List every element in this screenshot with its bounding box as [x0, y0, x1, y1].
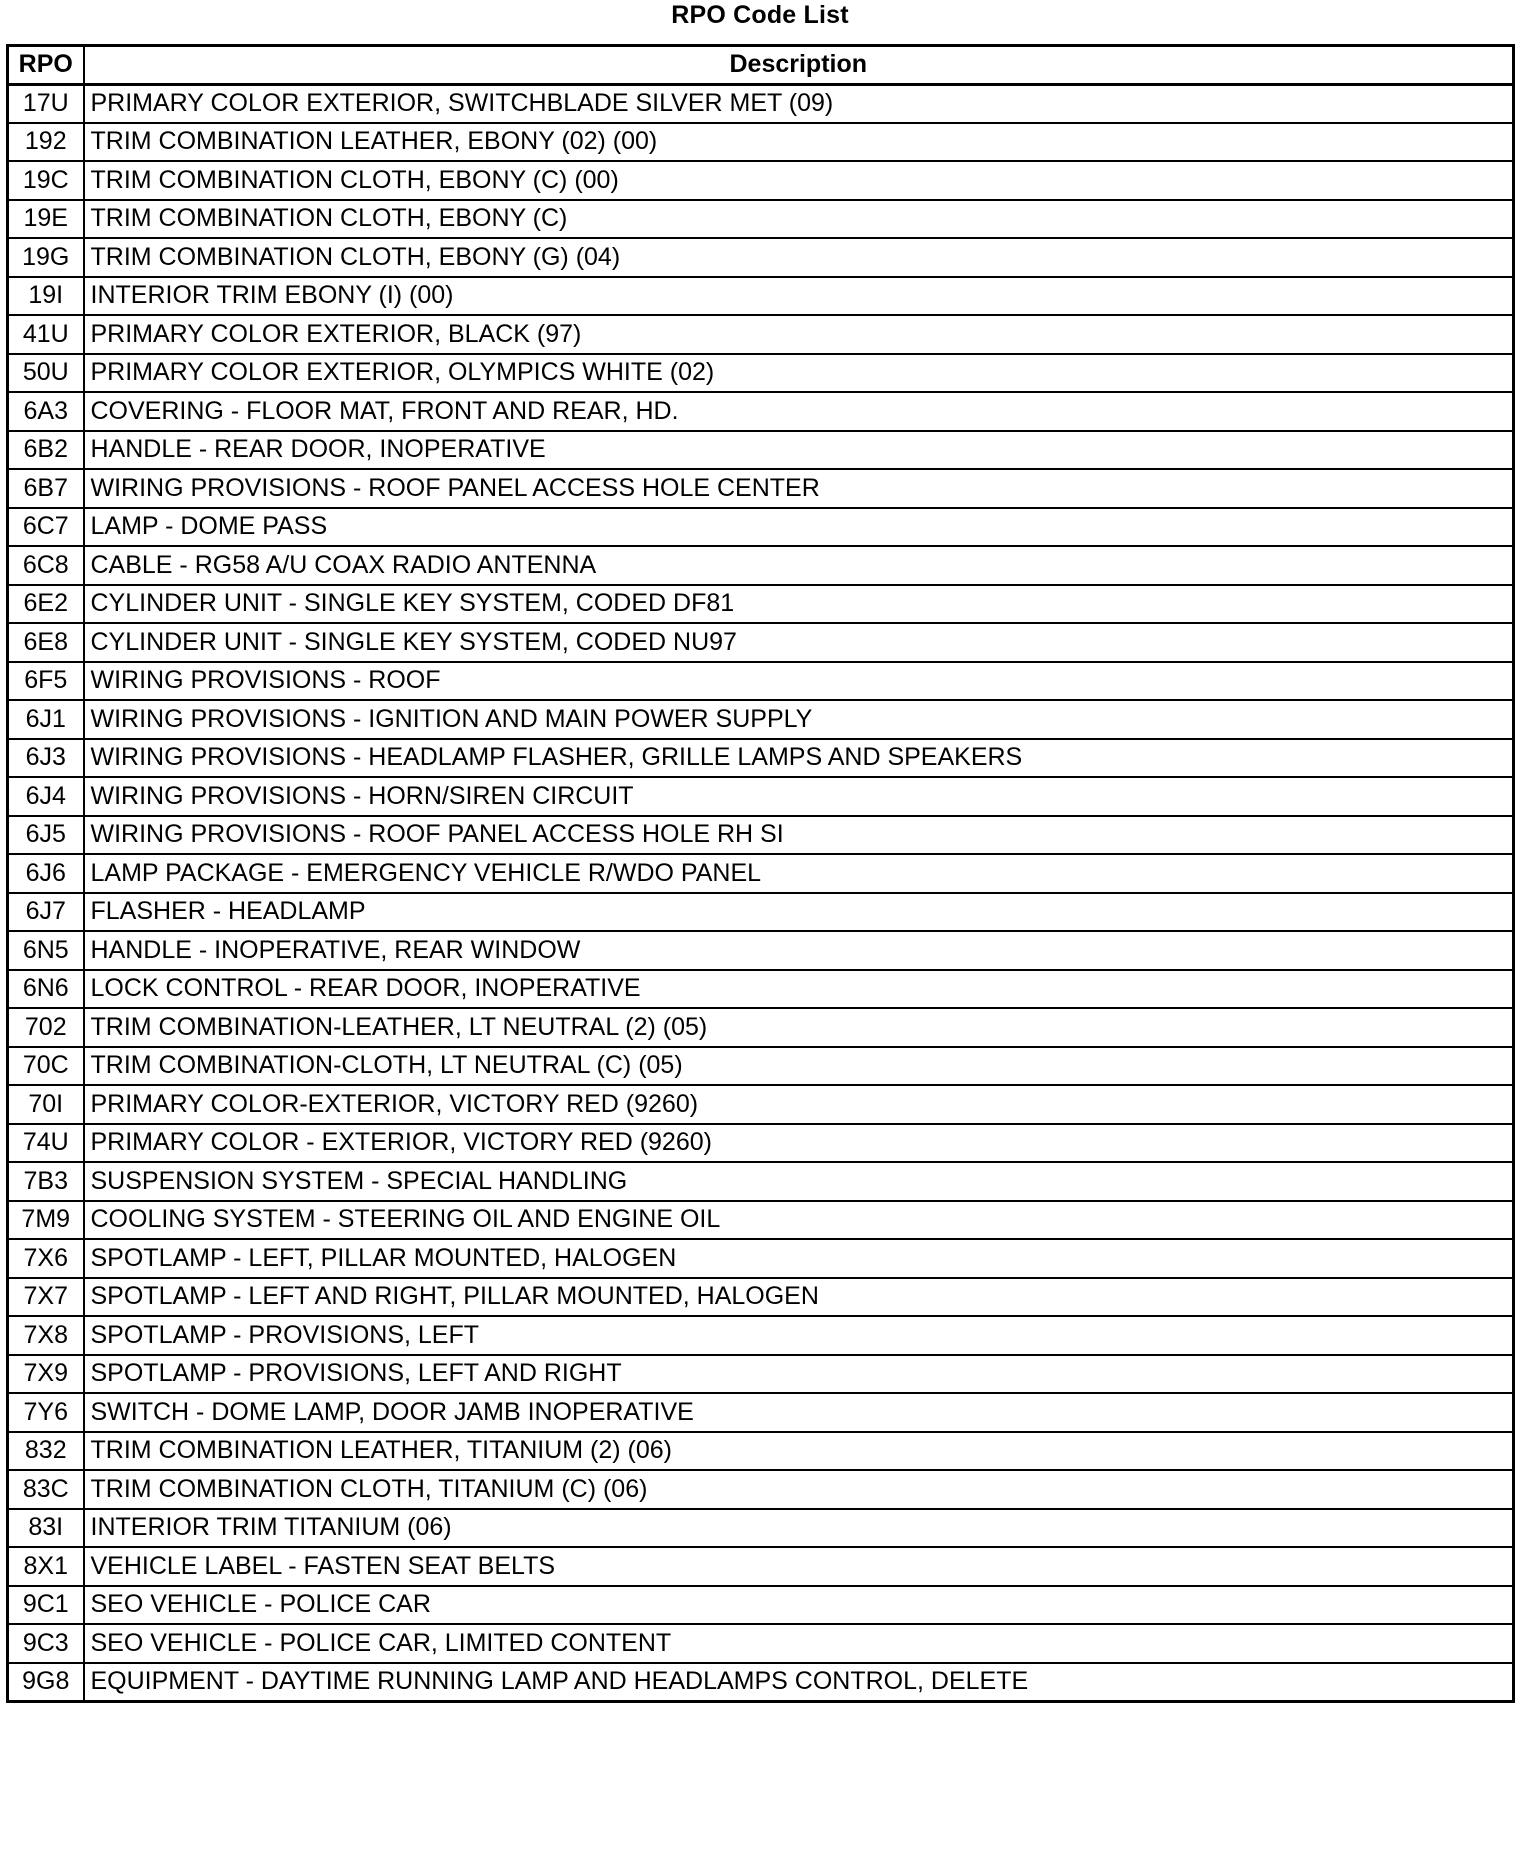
table-row: [8, 508, 1514, 547]
table-row: [8, 1239, 1514, 1278]
rpo-code-cell: 9C1: [8, 1586, 84, 1625]
rpo-code-cell: 6N6: [8, 970, 84, 1009]
description-cell: PRIMARY COLOR-EXTERIOR, VICTORY RED (9260): [84, 1085, 1514, 1124]
rpo-code-cell: 6J5: [8, 816, 84, 855]
rpo-code-cell: 74U: [8, 1124, 84, 1163]
description-cell: SEO VEHICLE - POLICE CAR: [84, 1586, 1514, 1625]
rpo-code-cell: 7M9: [8, 1201, 84, 1240]
table-row: [8, 1624, 1514, 1663]
table-row: [8, 1509, 1514, 1548]
rpo-code-cell: 702: [8, 1008, 84, 1047]
table-row: [8, 469, 1514, 508]
table-row: [8, 1470, 1514, 1509]
table-row: [8, 392, 1514, 431]
rpo-code-cell: 6E8: [8, 623, 84, 662]
description-cell: WIRING PROVISIONS - ROOF PANEL ACCESS HOLE RH SI: [84, 816, 1514, 855]
rpo-code-cell: 192: [8, 123, 84, 162]
rpo-code-cell: 6B7: [8, 469, 84, 508]
description-cell: WIRING PROVISIONS - ROOF: [84, 662, 1514, 701]
description-cell: TRIM COMBINATION CLOTH, TITANIUM (C) (06): [84, 1470, 1514, 1509]
rpo-code-cell: 6E2: [8, 585, 84, 624]
table-row: [8, 970, 1514, 1009]
rpo-code-cell: 7X6: [8, 1239, 84, 1278]
description-cell: SPOTLAMP - PROVISIONS, LEFT: [84, 1316, 1514, 1355]
table-row: [8, 585, 1514, 624]
table-row: [8, 546, 1514, 585]
description-cell: SPOTLAMP - LEFT, PILLAR MOUNTED, HALOGEN: [84, 1239, 1514, 1278]
table-row: [8, 1085, 1514, 1124]
rpo-code-cell: 70I: [8, 1085, 84, 1124]
table-row: [8, 1162, 1514, 1201]
description-cell: WIRING PROVISIONS - ROOF PANEL ACCESS HOLE CENTER: [84, 469, 1514, 508]
rpo-code-cell: 6J4: [8, 777, 84, 816]
rpo-code-cell: 9G8: [8, 1663, 84, 1702]
table-row: [8, 1124, 1514, 1163]
description-cell: PRIMARY COLOR EXTERIOR, OLYMPICS WHITE (02): [84, 354, 1514, 393]
rpo-code-cell: 6J1: [8, 700, 84, 739]
rpo-code-cell: 41U: [8, 315, 84, 354]
table-row: [8, 431, 1514, 470]
table-row: [8, 1393, 1514, 1432]
table-row: [8, 854, 1514, 893]
column-header-rpo: RPO: [8, 46, 84, 85]
table-row: [8, 84, 1514, 123]
rpo-code-cell: 83I: [8, 1509, 84, 1548]
rpo-code-cell: 6B2: [8, 431, 84, 470]
table-row: [8, 238, 1514, 277]
rpo-code-table: [6, 44, 1515, 1703]
rpo-code-cell: 6F5: [8, 662, 84, 701]
description-cell: HANDLE - INOPERATIVE, REAR WINDOW: [84, 931, 1514, 970]
table-row: [8, 1547, 1514, 1586]
description-cell: WIRING PROVISIONS - HEADLAMP FLASHER, GRILLE LAMPS AND SPEAKERS: [84, 739, 1514, 778]
rpo-code-cell: 7X8: [8, 1316, 84, 1355]
rpo-code-cell: 832: [8, 1432, 84, 1471]
description-cell: CABLE - RG58 A/U COAX RADIO ANTENNA: [84, 546, 1514, 585]
table-row: [8, 931, 1514, 970]
description-cell: TRIM COMBINATION-LEATHER, LT NEUTRAL (2) (05): [84, 1008, 1514, 1047]
rpo-code-cell: 7Y6: [8, 1393, 84, 1432]
table-row: [8, 1355, 1514, 1394]
table-row: [8, 739, 1514, 778]
rpo-code-cell: 7X9: [8, 1355, 84, 1394]
table-row: [8, 816, 1514, 855]
description-cell: PRIMARY COLOR - EXTERIOR, VICTORY RED (9260): [84, 1124, 1514, 1163]
rpo-code-cell: 50U: [8, 354, 84, 393]
description-cell: CYLINDER UNIT - SINGLE KEY SYSTEM, CODED DF81: [84, 585, 1514, 624]
table-row: [8, 1047, 1514, 1086]
description-cell: TRIM COMBINATION LEATHER, TITANIUM (2) (06): [84, 1432, 1514, 1471]
rpo-code-cell: 6J3: [8, 739, 84, 778]
table-row: [8, 1586, 1514, 1625]
description-cell: FLASHER - HEADLAMP: [84, 893, 1514, 932]
description-cell: INTERIOR TRIM EBONY (I) (00): [84, 277, 1514, 316]
table-row: [8, 1278, 1514, 1317]
rpo-code-cell: 7X7: [8, 1278, 84, 1317]
description-cell: HANDLE - REAR DOOR, INOPERATIVE: [84, 431, 1514, 470]
description-cell: TRIM COMBINATION-CLOTH, LT NEUTRAL (C) (05): [84, 1047, 1514, 1086]
table-row: [8, 277, 1514, 316]
column-header-description: Description: [84, 46, 1514, 85]
description-cell: SPOTLAMP - PROVISIONS, LEFT AND RIGHT: [84, 1355, 1514, 1394]
description-cell: PRIMARY COLOR EXTERIOR, SWITCHBLADE SILVER MET (09): [84, 84, 1514, 123]
description-cell: SUSPENSION SYSTEM - SPECIAL HANDLING: [84, 1162, 1514, 1201]
description-cell: CYLINDER UNIT - SINGLE KEY SYSTEM, CODED NU97: [84, 623, 1514, 662]
description-cell: TRIM COMBINATION CLOTH, EBONY (C): [84, 200, 1514, 239]
table-row: [8, 123, 1514, 162]
description-cell: SEO VEHICLE - POLICE CAR, LIMITED CONTENT: [84, 1624, 1514, 1663]
rpo-code-cell: 6C7: [8, 508, 84, 547]
rpo-code-cell: 70C: [8, 1047, 84, 1086]
rpo-code-cell: 6J6: [8, 854, 84, 893]
rpo-code-cell: 6C8: [8, 546, 84, 585]
rpo-code-cell: 83C: [8, 1470, 84, 1509]
table-row: [8, 354, 1514, 393]
table-row: [8, 700, 1514, 739]
rpo-code-cell: 6J7: [8, 893, 84, 932]
table-row: [8, 623, 1514, 662]
description-cell: PRIMARY COLOR EXTERIOR, BLACK (97): [84, 315, 1514, 354]
table-header-row: [8, 46, 1514, 85]
description-cell: TRIM COMBINATION CLOTH, EBONY (G) (04): [84, 238, 1514, 277]
table-body: [8, 84, 1514, 1701]
description-cell: SPOTLAMP - LEFT AND RIGHT, PILLAR MOUNTED, HALOGEN: [84, 1278, 1514, 1317]
table-row: [8, 1316, 1514, 1355]
description-cell: COVERING - FLOOR MAT, FRONT AND REAR, HD.: [84, 392, 1514, 431]
table-row: [8, 161, 1514, 200]
table-row: [8, 200, 1514, 239]
description-cell: LAMP - DOME PASS: [84, 508, 1514, 547]
description-cell: SWITCH - DOME LAMP, DOOR JAMB INOPERATIVE: [84, 1393, 1514, 1432]
rpo-code-cell: 9C3: [8, 1624, 84, 1663]
table-row: [8, 1201, 1514, 1240]
page-title: RPO Code List: [671, 1, 849, 29]
description-cell: TRIM COMBINATION LEATHER, EBONY (02) (00): [84, 123, 1514, 162]
description-cell: LAMP PACKAGE - EMERGENCY VEHICLE R/WDO PANEL: [84, 854, 1514, 893]
description-cell: COOLING SYSTEM - STEERING OIL AND ENGINE OIL: [84, 1201, 1514, 1240]
rpo-code-cell: 19E: [8, 200, 84, 239]
table-row: [8, 893, 1514, 932]
description-cell: WIRING PROVISIONS - HORN/SIREN CIRCUIT: [84, 777, 1514, 816]
table-row: [8, 1432, 1514, 1471]
table-row: [8, 777, 1514, 816]
description-cell: LOCK CONTROL - REAR DOOR, INOPERATIVE: [84, 970, 1514, 1009]
rpo-code-cell: 19I: [8, 277, 84, 316]
description-cell: EQUIPMENT - DAYTIME RUNNING LAMP AND HEADLAMPS CONTROL, DELETE: [84, 1663, 1514, 1702]
table-row: [8, 315, 1514, 354]
description-cell: TRIM COMBINATION CLOTH, EBONY (C) (00): [84, 161, 1514, 200]
table-row: [8, 662, 1514, 701]
table-row: [8, 1008, 1514, 1047]
description-cell: INTERIOR TRIM TITANIUM (06): [84, 1509, 1514, 1548]
rpo-code-cell: 8X1: [8, 1547, 84, 1586]
rpo-code-cell: 7B3: [8, 1162, 84, 1201]
rpo-code-cell: 19C: [8, 161, 84, 200]
rpo-code-cell: 6N5: [8, 931, 84, 970]
rpo-code-cell: 6A3: [8, 392, 84, 431]
description-cell: WIRING PROVISIONS - IGNITION AND MAIN POWER SUPPLY: [84, 700, 1514, 739]
rpo-code-cell: 19G: [8, 238, 84, 277]
description-cell: VEHICLE LABEL - FASTEN SEAT BELTS: [84, 1547, 1514, 1586]
rpo-code-cell: 17U: [8, 84, 84, 123]
table-row: [8, 1663, 1514, 1702]
